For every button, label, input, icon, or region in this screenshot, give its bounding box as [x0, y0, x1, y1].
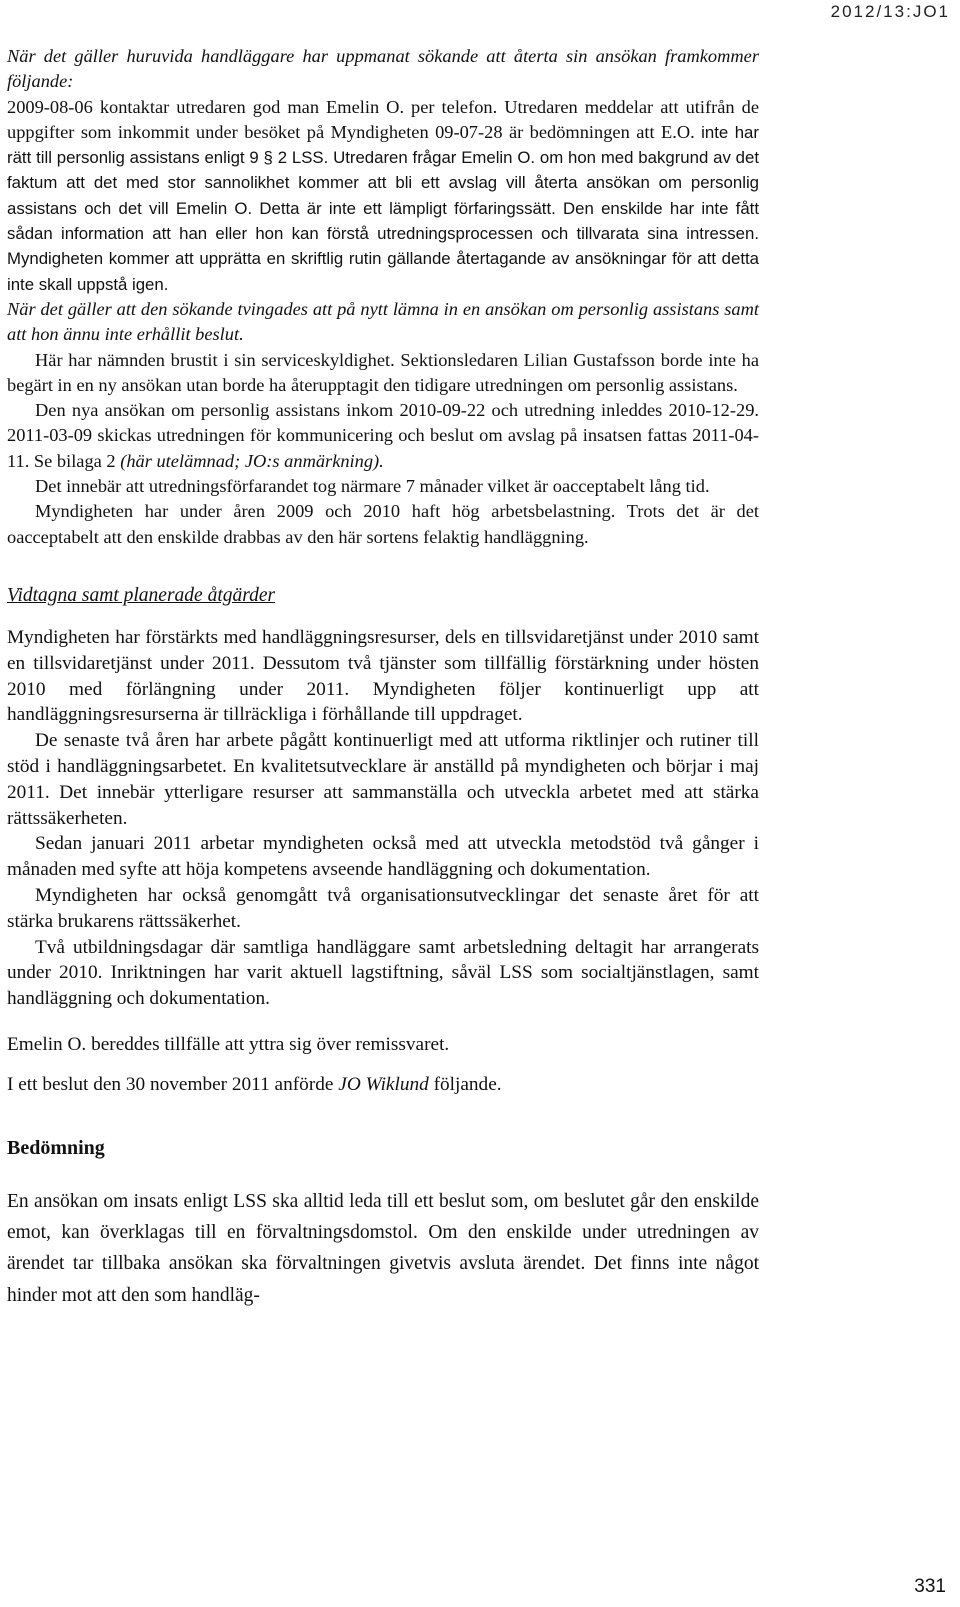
agency-statement [7, 44, 759, 550]
paragraph-service-duty: Här har nämnden brustit i sin serviceskyldighet. Sektionsledaren Lilian Gustafsson borde inte ha begärt in en ny ansökan utan borde ha återupptagit den tidigare utredningen om personlig assistans. [7, 349, 759, 395]
text-jo-remark: (här utelämnad; JO:s anmärkning). [120, 450, 384, 471]
section-heading-assessment: Bedömning [7, 1136, 105, 1159]
paragraph-resources: Myndigheten har förstärkts med handläggningsresurser, dels en tillsvidaretjänst under 2010 samt en tillsvidaretjänst under 2011. Dessutom två tjänster som tillfällig förstärkning under hösten 2010 med förlängning under 2011. Myndigheten följer kontinuerligt upp att handläggningsresurserna är tillräckliga i förhållande till uppdraget. [7, 626, 759, 726]
page-content [7, 44, 759, 1311]
paragraph-question-new-application: När det gäller att den sökande tvingades att på nytt lämna in en ansökan om personlig assistans samt att hon ännu inte erhållit beslut. [7, 298, 759, 345]
paragraph-duration: Det innebär att utredningsförfarandet tog närmare 7 månader vilket är oacceptabelt lång tid. [35, 476, 710, 497]
measures-section [7, 625, 759, 1012]
text-decision-post: följande. [428, 1073, 502, 1095]
paragraph-organisation: Myndigheten har också genomgått två organisationsutvecklingar det senaste året för att stärka brukarens rättssäkerhet. [7, 884, 759, 932]
section-heading-measures: Vidtagna samt planerade åtgärder [7, 584, 276, 606]
paragraph-contact-2009 [7, 95, 759, 297]
page-number: 331 [914, 1576, 946, 1597]
paragraph-guidelines: De senaste två åren har arbete pågått kontinuerligt med att utforma riktlinjer och rutiner till stöd i handläggningsarbetet. En kvalitetsutvecklare är anställd på myndigheten och börjar i maj 2011. Det innebär ytterligare resurser att sammanställa och utveckla arbetet med att stärka rättssäkerheten. [7, 730, 759, 829]
text-decision-pre: I ett beslut den 30 november 2011 anförde [7, 1073, 339, 1095]
paragraph-training: Två utbildningsdagar där samtliga handläggare samt arbetsledning deltagit har arrangerats under 2010. Inriktningen har varit aktuell lagstiftning, såväl LSS som socialtjänstlagen, samt handläggning och dokumentation. [7, 936, 759, 1010]
paragraph-decision-intro [7, 1072, 759, 1098]
assessment-section [7, 1186, 759, 1311]
text-serif-part: 2009-08-06 kontaktar utredaren god man Emelin O. per telefon. Utredaren meddelar att utifrån de uppgifter som inkommit under besöket på Myndigheten 09-07-28 är bedömningen att E.O. [7, 96, 759, 142]
report-reference: 2012/13:JO1 [830, 2, 950, 21]
text-jo-name: JO Wiklund [338, 1073, 429, 1095]
paragraph-assessment: En ansökan om insats enligt LSS ska alltid leda till ett beslut som, om beslutet går den enskilde emot, kan överklagas till en förvaltningsdomstol. Om den enskilde under utredningen av ärendet tar tillbaka ansökan ska förvaltningen givetvis avsluta ärendet. Det finns inte något hinder mot att den som handläg- [7, 1190, 759, 1306]
paragraph-question-withdrawal: När det gäller huruvida handläggare har uppmanat sökande att återta sin ansökan framkommer följande: [7, 46, 759, 92]
paragraph-workload: Myndigheten har under åren 2009 och 2010 haft hög arbetsbelastning. Trots det är det oacceptabelt att den enskilde drabbas av den här sortens felaktig handläggning. [7, 501, 759, 547]
text-sans-part: inte har rätt till personlig assistans enligt 9 § 2 LSS. Utredaren frågar Emelin O. om hon med bakgrund av det faktum att det med stor sannolikhet kommer att bli ett avslag vill återta ansökan om personlig assistans och det vill Emelin O. Detta är inte ett lämpligt förfaringssätt. Den enskilde har inte fått sådan information att han eller hon kan förstå utredningsprocessen och tillvarata sina intressen. Myndigheten kommer att upprätta en skriftlig rutin gällande återtagande av ansökningar för att detta inte skall uppstå igen. [7, 122, 759, 294]
paragraph-remiss: Emelin O. bereddes tillfälle att yttra sig över remissvaret. [7, 1033, 450, 1055]
text-application-dates: Den nya ansökan om personlig assistans inkom 2010-09-22 och utredning inleddes 2010-12-29. 2011-03-09 skickas utredningen för kommunicering och beslut om avslag på insatsen fattas 2011-04-11. Se bilaga 2 [7, 400, 759, 471]
paragraph-method-support: Sedan januari 2011 arbetar myndigheten också med att utveckla metodstöd två gånger i månaden med syfte att höja kompetens avseende handläggning och dokumentation. [7, 833, 759, 881]
paragraph-new-application [7, 398, 759, 474]
